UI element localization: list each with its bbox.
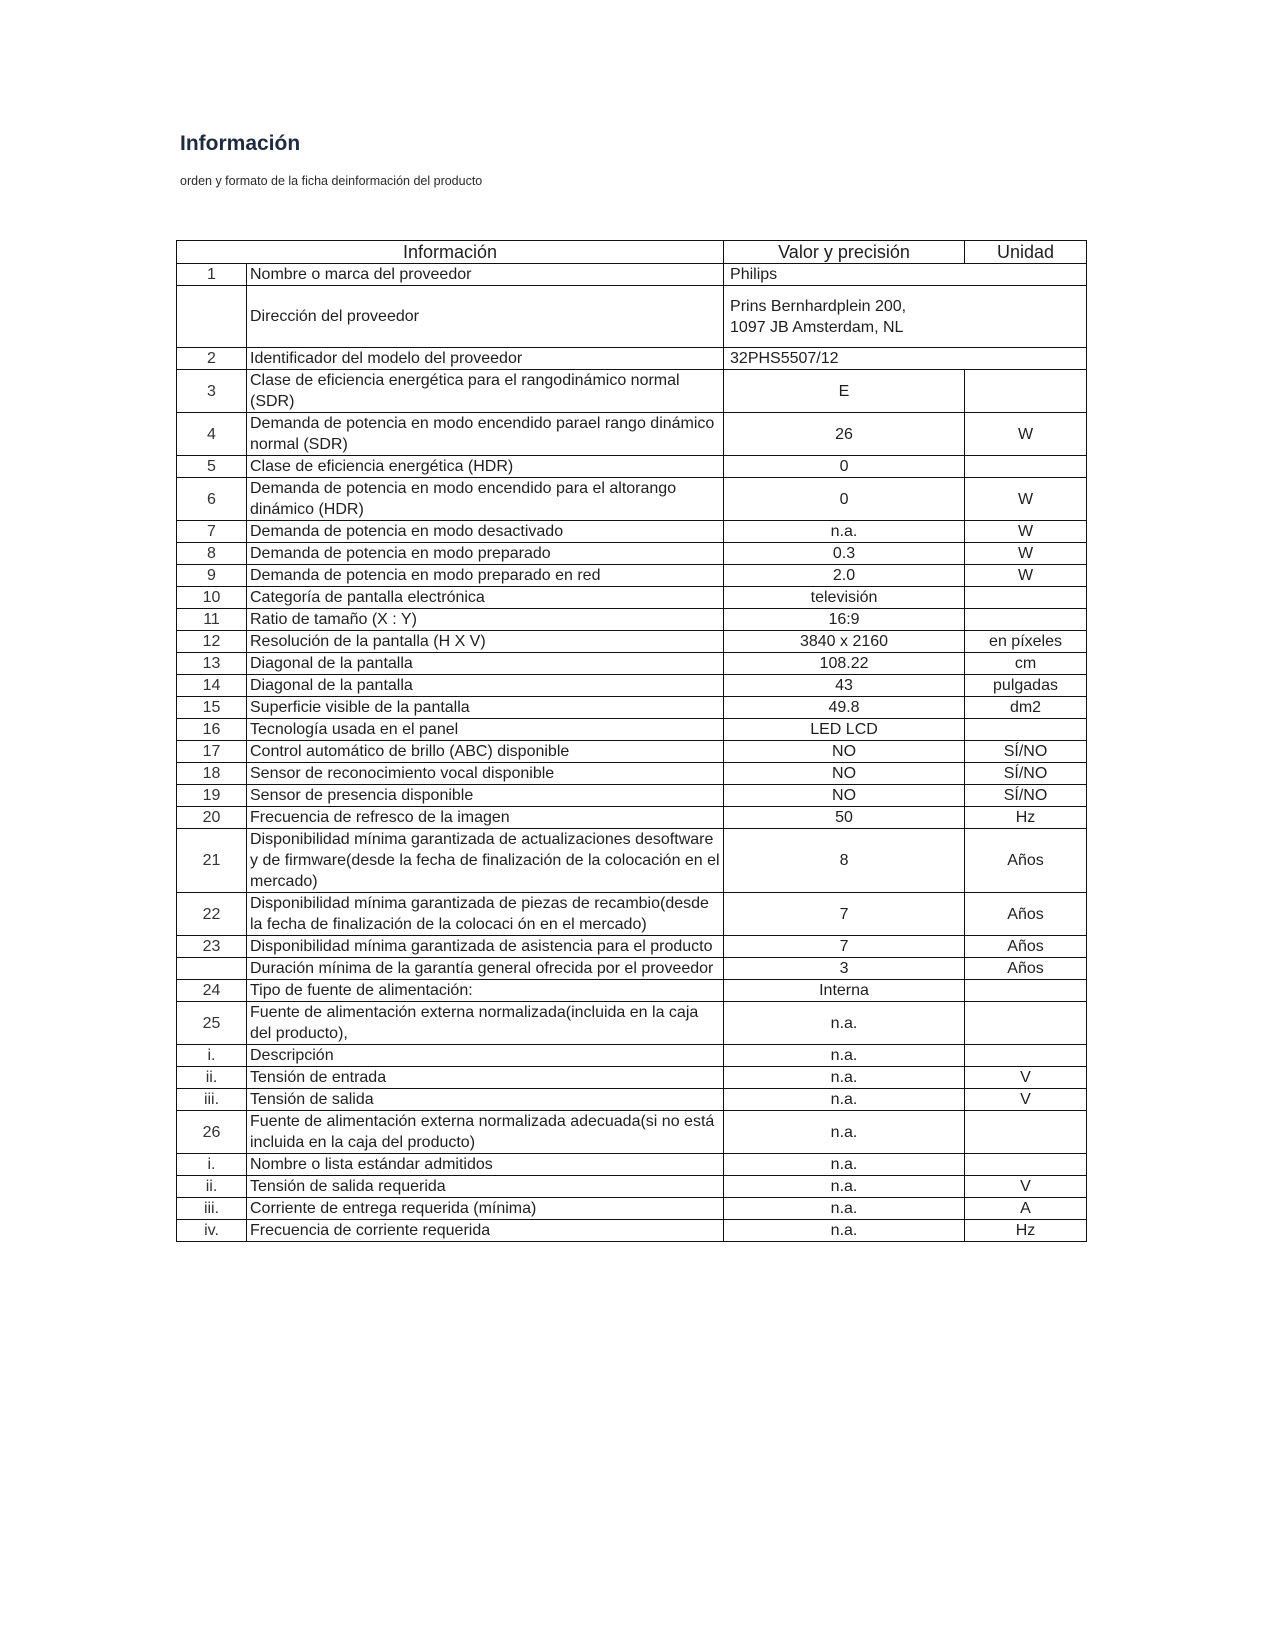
- row-description: Tipo de fuente de alimentación:: [247, 980, 724, 1002]
- row-number: 26: [177, 1111, 247, 1154]
- row-value: NO: [724, 741, 965, 763]
- row-unit: W: [965, 565, 1087, 587]
- row-number: [177, 958, 247, 980]
- table-row: [177, 1198, 1087, 1220]
- row-unit: Hz: [965, 807, 1087, 829]
- row-value: Interna: [724, 980, 965, 1002]
- row-number: ii.: [177, 1067, 247, 1089]
- page-subtitle: orden y formato de la ficha deinformación del producto: [180, 174, 483, 188]
- row-number: 1: [177, 264, 247, 286]
- table-row: [177, 807, 1087, 829]
- row-value: 26: [724, 413, 965, 456]
- row-unit: en píxeles: [965, 631, 1087, 653]
- row-description: Tensión de salida requerida: [247, 1176, 724, 1198]
- row-description: Resolución de la pantalla (H X V): [247, 631, 724, 653]
- row-number: 11: [177, 609, 247, 631]
- table-row: [177, 264, 1087, 286]
- row-value: LED LCD: [724, 719, 965, 741]
- row-value: n.a.: [724, 1176, 965, 1198]
- table-row: [177, 893, 1087, 936]
- row-unit: [965, 370, 1087, 413]
- row-number: i.: [177, 1045, 247, 1067]
- header-value: Valor y precisión: [724, 241, 965, 264]
- row-description: Dirección del proveedor: [247, 286, 724, 348]
- product-info-table: [176, 240, 1087, 1242]
- row-number: 16: [177, 719, 247, 741]
- table-row: [177, 286, 1087, 348]
- table-row: [177, 543, 1087, 565]
- row-unit: [965, 980, 1087, 1002]
- table-row: [177, 478, 1087, 521]
- table-row: [177, 936, 1087, 958]
- row-description: Tensión de entrada: [247, 1067, 724, 1089]
- row-value: NO: [724, 785, 965, 807]
- row-number: ii.: [177, 1176, 247, 1198]
- row-value: 3: [724, 958, 965, 980]
- table-row: [177, 697, 1087, 719]
- row-value: 108.22: [724, 653, 965, 675]
- row-value: 50: [724, 807, 965, 829]
- row-number: 5: [177, 456, 247, 478]
- table-row: [177, 1220, 1087, 1242]
- row-unit: [965, 456, 1087, 478]
- table-row: [177, 1002, 1087, 1045]
- row-value: 0: [724, 478, 965, 521]
- table-row: [177, 1067, 1087, 1089]
- row-number: 24: [177, 980, 247, 1002]
- row-number: 21: [177, 829, 247, 893]
- row-number: 8: [177, 543, 247, 565]
- row-number: 20: [177, 807, 247, 829]
- row-value: n.a.: [724, 1220, 965, 1242]
- row-number: i.: [177, 1154, 247, 1176]
- row-unit: [965, 1154, 1087, 1176]
- table-row: [177, 675, 1087, 697]
- row-value: 3840 x 2160: [724, 631, 965, 653]
- row-description: Clase de eficiencia energética para el rangodinámico normal (SDR): [247, 370, 724, 413]
- row-description: Duración mínima de la garantía general ofrecida por el proveedor: [247, 958, 724, 980]
- row-description: Clase de eficiencia energética (HDR): [247, 456, 724, 478]
- row-value: n.a.: [724, 1154, 965, 1176]
- row-description: Frecuencia de refresco de la imagen: [247, 807, 724, 829]
- row-value: n.a.: [724, 1045, 965, 1067]
- row-unit: [965, 1045, 1087, 1067]
- row-description: Demanda de potencia en modo encendido para el altorango dinámico (HDR): [247, 478, 724, 521]
- row-value: n.a.: [724, 1089, 965, 1111]
- row-value: 2.0: [724, 565, 965, 587]
- row-number: 12: [177, 631, 247, 653]
- row-value: 7: [724, 936, 965, 958]
- row-number: 10: [177, 587, 247, 609]
- row-description: Diagonal de la pantalla: [247, 653, 724, 675]
- row-description: Descripción: [247, 1045, 724, 1067]
- row-value: n.a.: [724, 1198, 965, 1220]
- row-number: 14: [177, 675, 247, 697]
- row-description: Disponibilidad mínima garantizada de asistencia para el producto: [247, 936, 724, 958]
- row-number: 17: [177, 741, 247, 763]
- row-unit: W: [965, 478, 1087, 521]
- row-value: n.a.: [724, 1002, 965, 1045]
- address-line-1: Prins Bernhardplein 200,: [730, 297, 907, 315]
- row-value: n.a.: [724, 1111, 965, 1154]
- row-number: iii.: [177, 1198, 247, 1220]
- table-row: [177, 785, 1087, 807]
- row-number: 23: [177, 936, 247, 958]
- address-line-2: 1097 JB Amsterdam, NL: [730, 318, 904, 336]
- table-row: [177, 565, 1087, 587]
- row-value: Philips: [724, 264, 1087, 286]
- row-unit: A: [965, 1198, 1087, 1220]
- row-unit: SÍ/NO: [965, 741, 1087, 763]
- row-unit: SÍ/NO: [965, 763, 1087, 785]
- table-row: [177, 348, 1087, 370]
- row-description: Demanda de potencia en modo preparado en red: [247, 565, 724, 587]
- row-description: Fuente de alimentación externa normalizada adecuada(si no está incluida en la caja del producto): [247, 1111, 724, 1154]
- row-value: 16:9: [724, 609, 965, 631]
- table-row: [177, 413, 1087, 456]
- row-description: Demanda de potencia en modo encendido parael rango dinámico normal (SDR): [247, 413, 724, 456]
- header-unit: Unidad: [965, 241, 1087, 264]
- table-row: [177, 456, 1087, 478]
- row-unit: Años: [965, 829, 1087, 893]
- row-unit: V: [965, 1089, 1087, 1111]
- row-unit: Años: [965, 958, 1087, 980]
- row-description: Control automático de brillo (ABC) disponible: [247, 741, 724, 763]
- row-unit: Años: [965, 936, 1087, 958]
- row-number: [177, 286, 247, 348]
- row-value: 8: [724, 829, 965, 893]
- row-number: iv.: [177, 1220, 247, 1242]
- row-value: 0: [724, 456, 965, 478]
- row-description: Diagonal de la pantalla: [247, 675, 724, 697]
- table-row: [177, 631, 1087, 653]
- table-row: [177, 1111, 1087, 1154]
- table-header-row: [177, 241, 1087, 264]
- row-description: Demanda de potencia en modo desactivado: [247, 521, 724, 543]
- table-row: [177, 763, 1087, 785]
- row-number: 6: [177, 478, 247, 521]
- table-row: [177, 1045, 1087, 1067]
- row-value: 32PHS5507/12: [724, 348, 1087, 370]
- table-row: [177, 829, 1087, 893]
- row-unit: [965, 1002, 1087, 1045]
- table-row: [177, 1176, 1087, 1198]
- row-description: Tecnología usada en el panel: [247, 719, 724, 741]
- row-unit: [965, 719, 1087, 741]
- row-unit: W: [965, 521, 1087, 543]
- row-description: Nombre o marca del proveedor: [247, 264, 724, 286]
- row-description: Fuente de alimentación externa normalizada(incluida en la caja del producto),: [247, 1002, 724, 1045]
- row-value: n.a.: [724, 1067, 965, 1089]
- row-value: 43: [724, 675, 965, 697]
- row-value: n.a.: [724, 521, 965, 543]
- row-description: Disponibilidad mínima garantizada de piezas de recambio(desde la fecha de finalización de la colocaci ón en el mercado): [247, 893, 724, 936]
- row-unit: [965, 587, 1087, 609]
- row-number: 15: [177, 697, 247, 719]
- row-number: 9: [177, 565, 247, 587]
- row-value: 7: [724, 893, 965, 936]
- row-unit: W: [965, 413, 1087, 456]
- row-description: Identificador del modelo del proveedor: [247, 348, 724, 370]
- row-unit: V: [965, 1067, 1087, 1089]
- row-number: 13: [177, 653, 247, 675]
- row-description: Nombre o lista estándar admitidos: [247, 1154, 724, 1176]
- table-row: [177, 1089, 1087, 1111]
- row-description: Categoría de pantalla electrónica: [247, 587, 724, 609]
- table-row: [177, 609, 1087, 631]
- row-value: televisión: [724, 587, 965, 609]
- row-unit: [965, 1111, 1087, 1154]
- row-unit: SÍ/NO: [965, 785, 1087, 807]
- row-number: 2: [177, 348, 247, 370]
- row-number: 25: [177, 1002, 247, 1045]
- row-unit: [965, 609, 1087, 631]
- row-value: 0.3: [724, 543, 965, 565]
- row-unit: V: [965, 1176, 1087, 1198]
- row-description: Demanda de potencia en modo preparado: [247, 543, 724, 565]
- row-description: Sensor de reconocimiento vocal disponible: [247, 763, 724, 785]
- row-value: 49.8: [724, 697, 965, 719]
- row-number: iii.: [177, 1089, 247, 1111]
- row-number: 7: [177, 521, 247, 543]
- row-unit: cm: [965, 653, 1087, 675]
- table-row: [177, 1154, 1087, 1176]
- row-number: 3: [177, 370, 247, 413]
- row-description: Frecuencia de corriente requerida: [247, 1220, 724, 1242]
- page-title: Información: [180, 132, 301, 155]
- row-value: NO: [724, 763, 965, 785]
- header-info: Información: [177, 241, 724, 264]
- row-unit: Hz: [965, 1220, 1087, 1242]
- row-description: Superficie visible de la pantalla: [247, 697, 724, 719]
- table-row: [177, 370, 1087, 413]
- row-number: 18: [177, 763, 247, 785]
- row-number: 22: [177, 893, 247, 936]
- table-row: [177, 653, 1087, 675]
- row-unit: pulgadas: [965, 675, 1087, 697]
- row-description: Disponibilidad mínima garantizada de actualizaciones desoftware y de firmware(desde la fecha de finalización de la colocación en el mercado): [247, 829, 724, 893]
- table-row: [177, 521, 1087, 543]
- row-unit: Años: [965, 893, 1087, 936]
- table-row: [177, 719, 1087, 741]
- row-number: 19: [177, 785, 247, 807]
- row-unit: W: [965, 543, 1087, 565]
- row-value: [724, 286, 1087, 348]
- table-row: [177, 958, 1087, 980]
- row-description: Tensión de salida: [247, 1089, 724, 1111]
- row-unit: dm2: [965, 697, 1087, 719]
- row-value: E: [724, 370, 965, 413]
- row-description: Corriente de entrega requerida (mínima): [247, 1198, 724, 1220]
- row-description: Ratio de tamaño (X : Y): [247, 609, 724, 631]
- table-row: [177, 587, 1087, 609]
- row-description: Sensor de presencia disponible: [247, 785, 724, 807]
- table-row: [177, 741, 1087, 763]
- table-row: [177, 980, 1087, 1002]
- row-number: 4: [177, 413, 247, 456]
